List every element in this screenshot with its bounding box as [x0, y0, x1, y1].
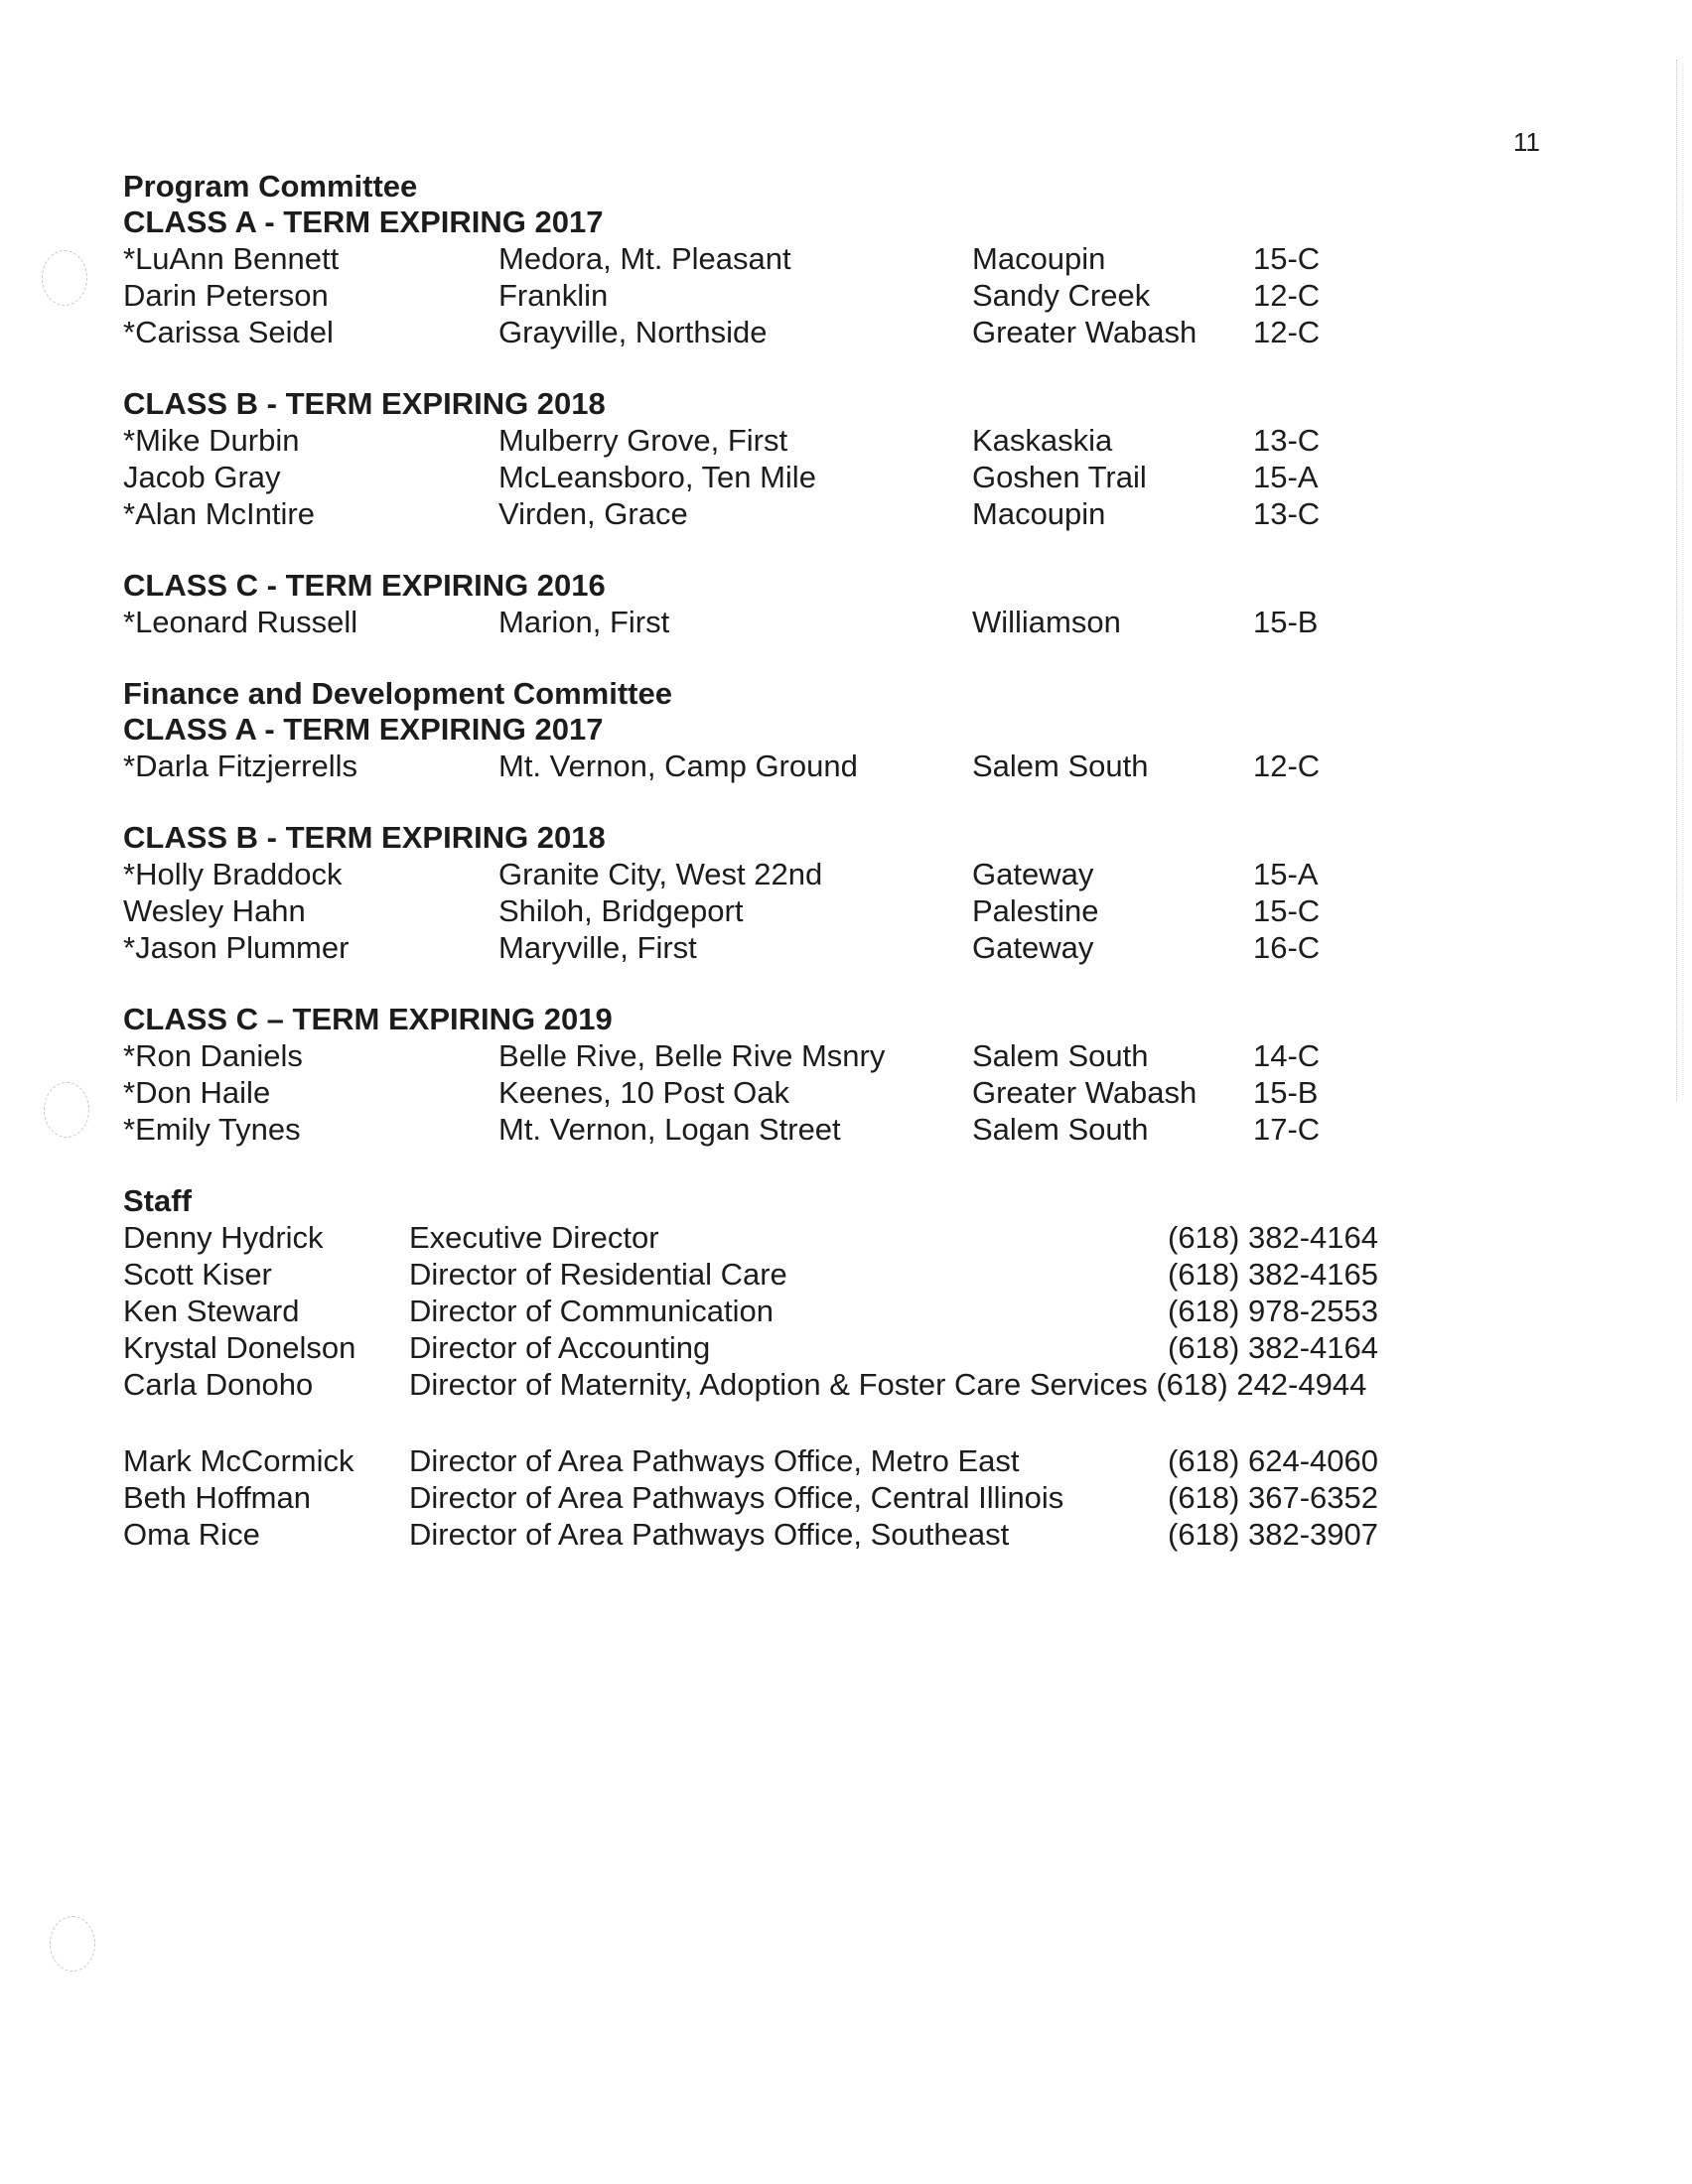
punch-hole-mark: [42, 250, 87, 306]
member-class: 12-C: [1253, 278, 1321, 313]
staff-name: Oma Rice: [123, 1517, 260, 1552]
class-heading: CLASS C – TERM EXPIRING 2019: [123, 1002, 613, 1036]
staff-name: Denny Hydrick: [123, 1220, 324, 1255]
member-class: 17-C: [1253, 1112, 1321, 1147]
member-church: Belle Rive, Belle Rive Msnry: [498, 1038, 886, 1073]
member-association: Greater Wabash: [972, 1075, 1198, 1110]
member-name: *Alan McIntire: [123, 496, 315, 531]
staff-title: Director of Residential Care: [409, 1257, 787, 1292]
member-class: 15-A: [1253, 857, 1319, 891]
class-heading: CLASS B - TERM EXPIRING 2018: [123, 820, 606, 855]
member-church: Granite City, West 22nd: [498, 857, 823, 891]
member-association: Salem South: [972, 749, 1149, 783]
member-church: Mulberry Grove, First: [498, 423, 788, 458]
class-section: [123, 386, 1414, 532]
staff-phone: (618) 978-2553: [1168, 1294, 1378, 1328]
staff-name: Ken Steward: [123, 1294, 300, 1328]
member-association: Gateway: [972, 857, 1094, 891]
member-class: 16-C: [1253, 930, 1321, 965]
class-heading: CLASS A - TERM EXPIRING 2017: [123, 205, 604, 239]
member-class: 12-C: [1253, 315, 1321, 349]
member-name: *Emily Tynes: [123, 1112, 301, 1147]
staff-title: Executive Director: [409, 1220, 659, 1255]
member-church: Mt. Vernon, Logan Street: [498, 1112, 841, 1147]
member-name: Jacob Gray: [123, 460, 281, 494]
class-section: [123, 712, 1414, 784]
member-church: Marion, First: [498, 605, 670, 639]
member-name: *Leonard Russell: [123, 605, 358, 639]
staff-row: [123, 1366, 1414, 1403]
staff-phone: (618) 382-4164: [1168, 1330, 1378, 1365]
staff-phone: (618) 382-3907: [1168, 1517, 1378, 1552]
committee-title: Program Committee: [123, 169, 418, 204]
staff-section: [123, 1183, 1414, 1553]
staff-row: [123, 1479, 1414, 1516]
staff-heading: Staff: [123, 1183, 192, 1218]
staff-name: Carla Donoho: [123, 1367, 314, 1402]
member-row: [123, 892, 1414, 929]
member-row: [123, 1074, 1414, 1111]
member-row: [123, 604, 1414, 640]
staff-row: [123, 1219, 1414, 1256]
member-association: Williamson: [972, 605, 1121, 639]
member-class: 15-A: [1253, 460, 1319, 494]
member-church: McLeansboro, Ten Mile: [498, 460, 816, 494]
staff-title: Director of Area Pathways Office, Central Illinois: [409, 1480, 1064, 1515]
member-row: [123, 1037, 1414, 1074]
finance-committee: [123, 676, 1414, 1148]
member-association: Kaskaskia: [972, 423, 1113, 458]
class-heading: CLASS A - TERM EXPIRING 2017: [123, 712, 604, 747]
staff-title: Director of Area Pathways Office, Metro East: [409, 1443, 1020, 1478]
member-name: *LuAnn Bennett: [123, 241, 340, 276]
member-church: Keenes, 10 Post Oak: [498, 1075, 789, 1110]
staff-name: Beth Hoffman: [123, 1480, 311, 1515]
punch-hole-mark: [50, 1916, 95, 1972]
member-association: Macoupin: [972, 241, 1106, 276]
member-class: 12-C: [1253, 749, 1321, 783]
member-class: 15-B: [1253, 605, 1319, 639]
member-row: [123, 314, 1414, 350]
member-association: Salem South: [972, 1038, 1149, 1073]
staff-phone: (618) 242-4944: [1156, 1367, 1367, 1402]
staff-row: [123, 1516, 1414, 1553]
class-section: [123, 568, 1414, 640]
class-section: [123, 205, 1414, 350]
member-association: Goshen Trail: [972, 460, 1147, 494]
punch-hole-mark: [44, 1082, 89, 1138]
scan-edge-line: [1676, 60, 1677, 1102]
staff-title: Director of Accounting: [409, 1330, 711, 1365]
member-church: Shiloh, Bridgeport: [498, 893, 744, 928]
staff-title: Director of Communication: [409, 1294, 774, 1328]
staff-phone: (618) 624-4060: [1168, 1443, 1378, 1478]
staff-row: [123, 1256, 1414, 1293]
staff-row: [123, 1442, 1414, 1479]
member-name: *Jason Plummer: [123, 930, 350, 965]
member-name: *Ron Daniels: [123, 1038, 303, 1073]
member-row: [123, 748, 1414, 784]
member-row: [123, 459, 1414, 495]
member-name: Wesley Hahn: [123, 893, 306, 928]
staff-row: [123, 1293, 1414, 1329]
member-church: Maryville, First: [498, 930, 697, 965]
class-heading: CLASS B - TERM EXPIRING 2018: [123, 386, 606, 421]
spacer: [123, 1403, 1414, 1442]
member-name: *Holly Braddock: [123, 857, 343, 891]
class-section: [123, 820, 1414, 966]
member-association: Salem South: [972, 1112, 1149, 1147]
member-name: *Mike Durbin: [123, 423, 300, 458]
program-committee: [123, 169, 1414, 640]
member-row: [123, 422, 1414, 459]
member-class: 13-C: [1253, 496, 1321, 531]
document-body: [123, 169, 1414, 1553]
staff-name: Mark McCormick: [123, 1443, 354, 1478]
staff-phone: (618) 382-4164: [1168, 1220, 1378, 1255]
staff-title: Director of Area Pathways Office, Southeast: [409, 1517, 1010, 1552]
member-class: 13-C: [1253, 423, 1321, 458]
member-class: 15-C: [1253, 893, 1321, 928]
member-row: [123, 240, 1414, 277]
class-heading: CLASS C - TERM EXPIRING 2016: [123, 568, 606, 603]
member-class: 14-C: [1253, 1038, 1321, 1073]
staff-name: Scott Kiser: [123, 1257, 272, 1292]
staff-title: [409, 1366, 1366, 1403]
member-association: Macoupin: [972, 496, 1106, 531]
member-church: Grayville, Northside: [498, 315, 768, 349]
staff-row: [123, 1329, 1414, 1366]
member-row: [123, 929, 1414, 966]
member-name: *Darla Fitzjerrells: [123, 749, 357, 783]
class-section: [123, 1002, 1414, 1148]
member-association: Greater Wabash: [972, 315, 1198, 349]
member-name: *Don Haile: [123, 1075, 271, 1110]
staff-name: Krystal Donelson: [123, 1330, 356, 1365]
staff-title-text: Director of Maternity, Adoption & Foster Care Services: [409, 1367, 1148, 1402]
staff-phone: (618) 367-6352: [1168, 1480, 1378, 1515]
member-name: Darin Peterson: [123, 278, 329, 313]
committee-title: Finance and Development Committee: [123, 676, 672, 711]
member-church: Franklin: [498, 278, 609, 313]
member-class: 15-B: [1253, 1075, 1319, 1110]
page-number: 11: [1513, 127, 1540, 157]
member-row: [123, 1111, 1414, 1148]
member-church: Mt. Vernon, Camp Ground: [498, 749, 858, 783]
member-row: [123, 277, 1414, 314]
member-row: [123, 856, 1414, 892]
member-church: Virden, Grace: [498, 496, 688, 531]
member-association: Gateway: [972, 930, 1094, 965]
member-association: Palestine: [972, 893, 1099, 928]
member-association: Sandy Creek: [972, 278, 1151, 313]
member-class: 15-C: [1253, 241, 1321, 276]
member-church: Medora, Mt. Pleasant: [498, 241, 791, 276]
member-row: [123, 495, 1414, 532]
member-name: *Carissa Seidel: [123, 315, 334, 349]
staff-phone: (618) 382-4165: [1168, 1257, 1378, 1292]
